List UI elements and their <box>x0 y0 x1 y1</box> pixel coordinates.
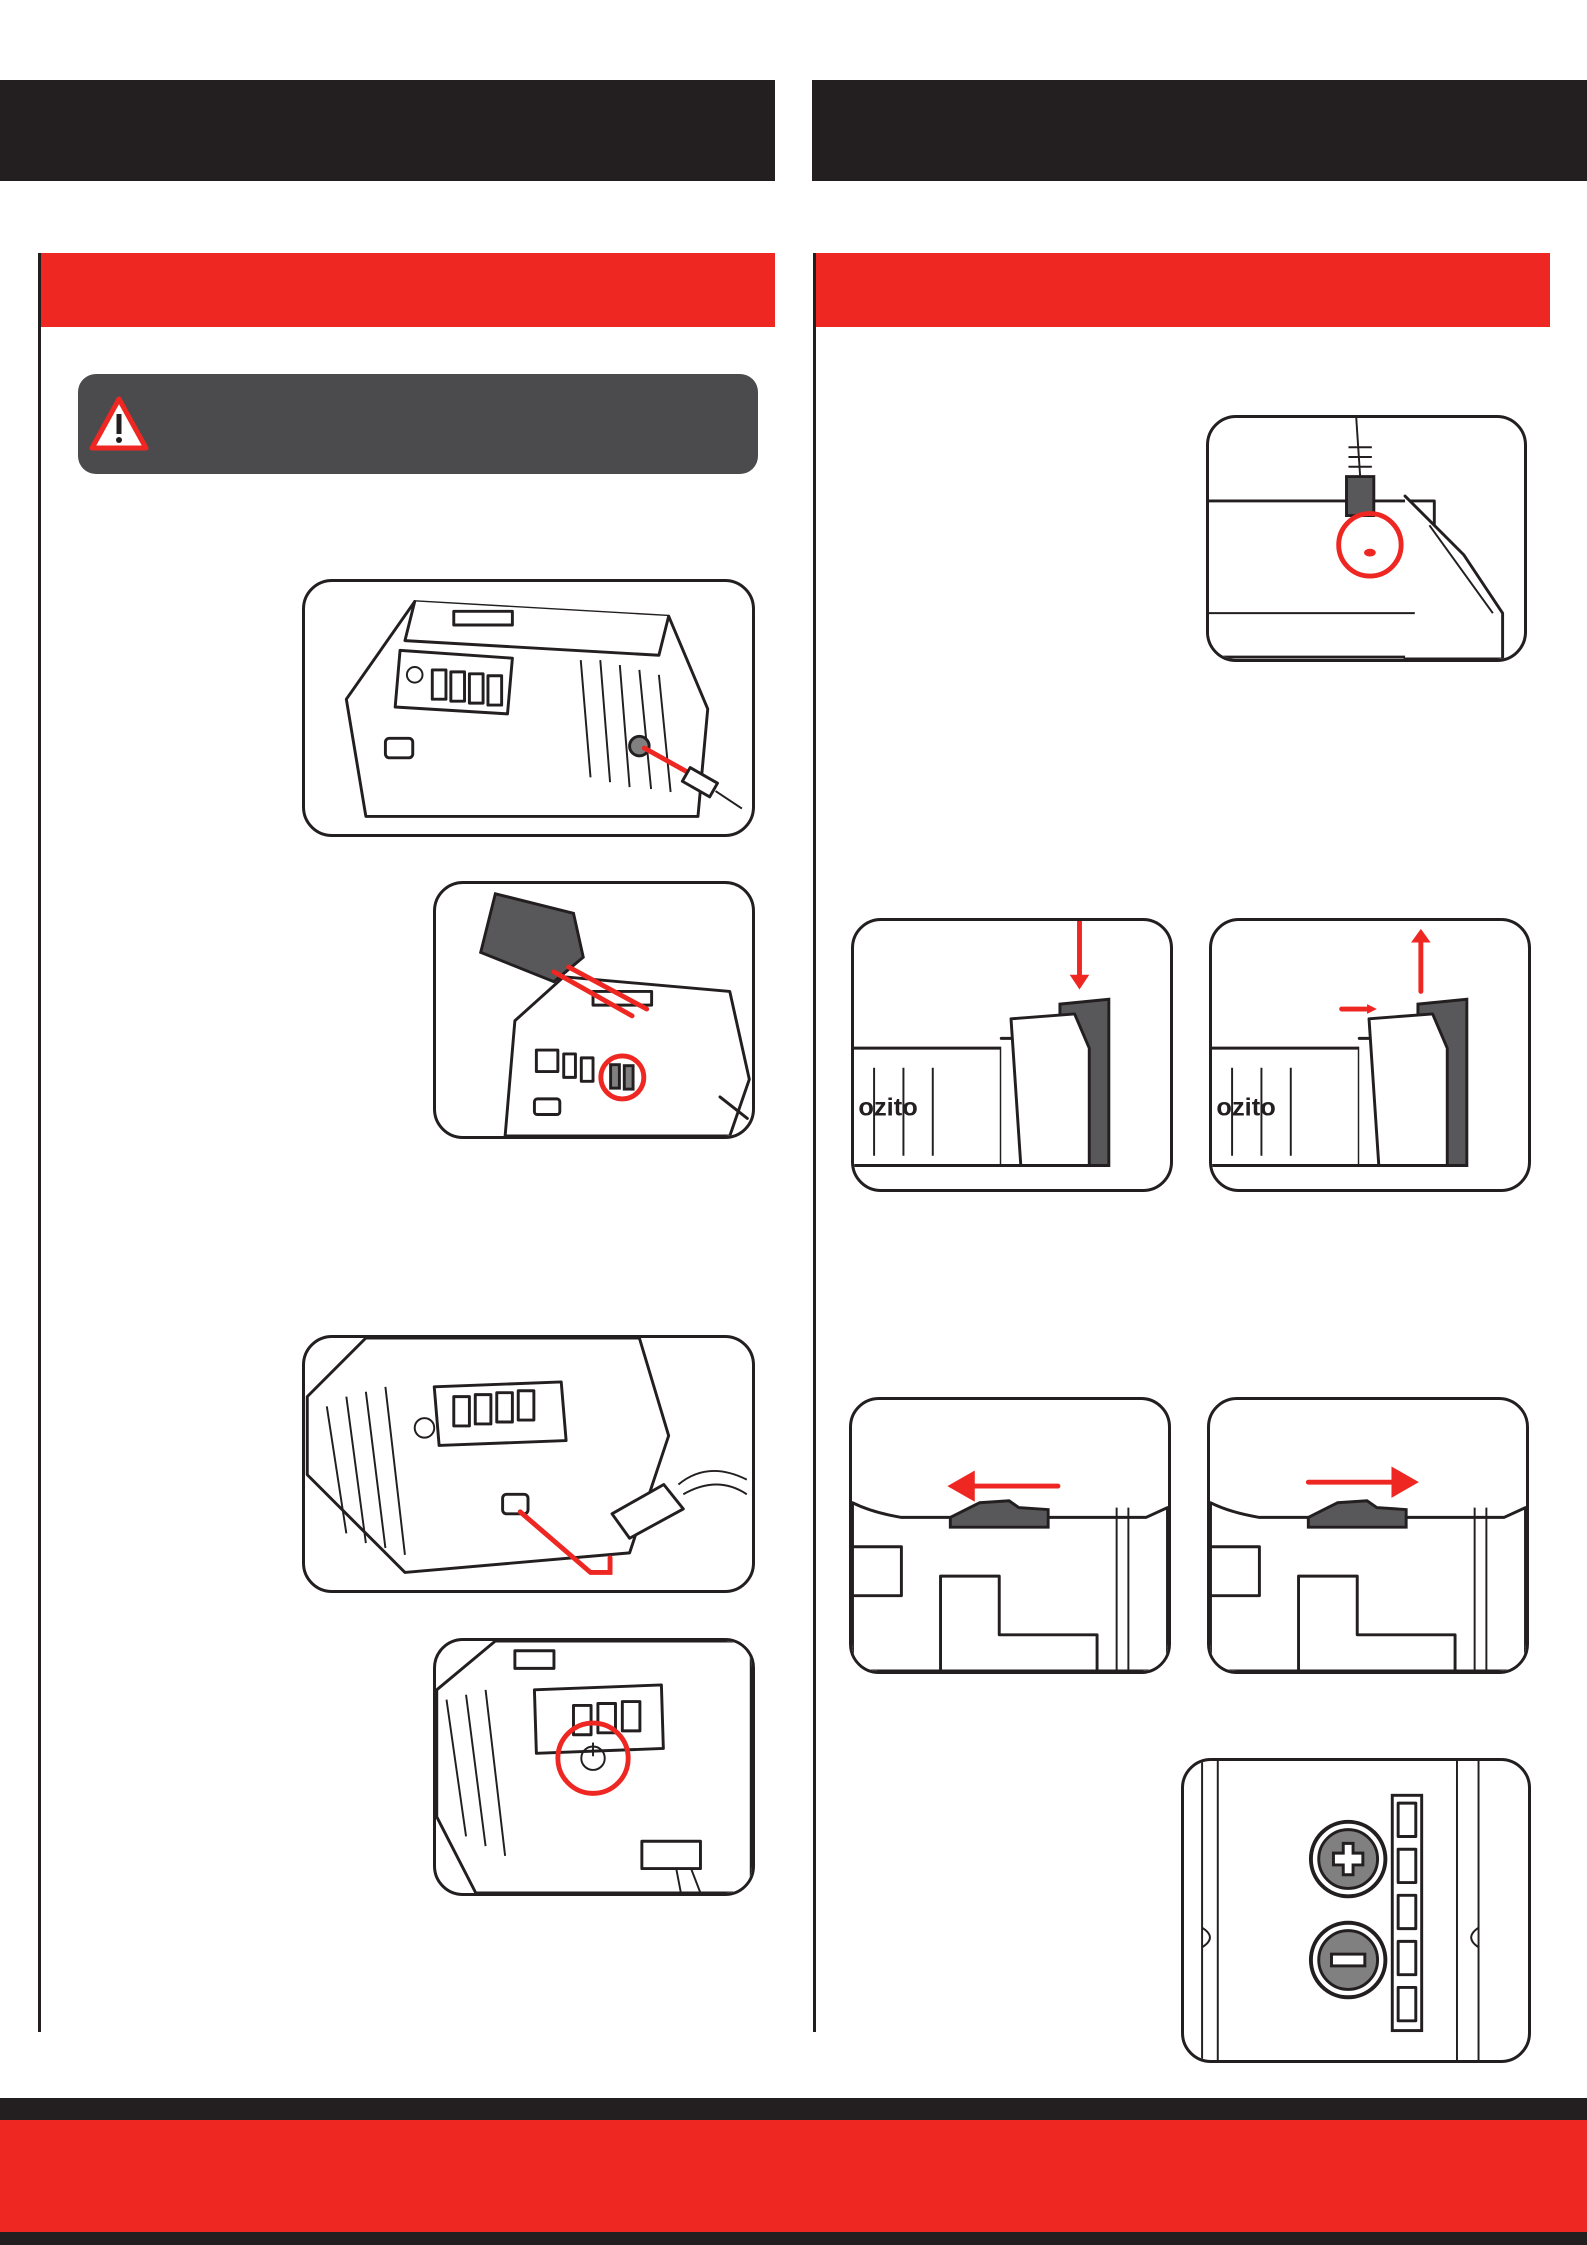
battery-on-charger-illustration <box>433 881 755 1139</box>
warning-box <box>78 374 758 474</box>
battery-insert-illustration <box>851 918 1173 1192</box>
plus-minus-level-buttons-illustration <box>1181 1758 1531 2063</box>
charger-dc-plug-illustration <box>302 579 755 837</box>
left-top-header-bar <box>0 80 775 181</box>
battery-release-illustration <box>1209 918 1531 1192</box>
charger-power-button-illustration <box>433 1638 755 1896</box>
right-top-header-bar <box>812 80 1587 181</box>
switch-slide-right-illustration <box>1207 1397 1529 1674</box>
switch-slide-left-illustration <box>849 1397 1171 1674</box>
dc-socket-indicator-illustration <box>1206 415 1527 662</box>
left-column-rule <box>38 253 41 2032</box>
footer-bottom-black-bar <box>0 2232 1587 2245</box>
warning-triangle-icon <box>89 396 149 452</box>
product-brand-text-2: ozito <box>1216 1093 1276 1122</box>
right-section-header <box>816 253 1550 327</box>
right-column-rule <box>813 253 816 2032</box>
charger-usb-cable-illustration <box>302 1335 755 1593</box>
footer-black-bar <box>0 2098 1587 2120</box>
product-brand-text: ozito <box>858 1093 918 1122</box>
left-section-header <box>41 253 775 327</box>
footer-red-bar <box>0 2120 1587 2232</box>
